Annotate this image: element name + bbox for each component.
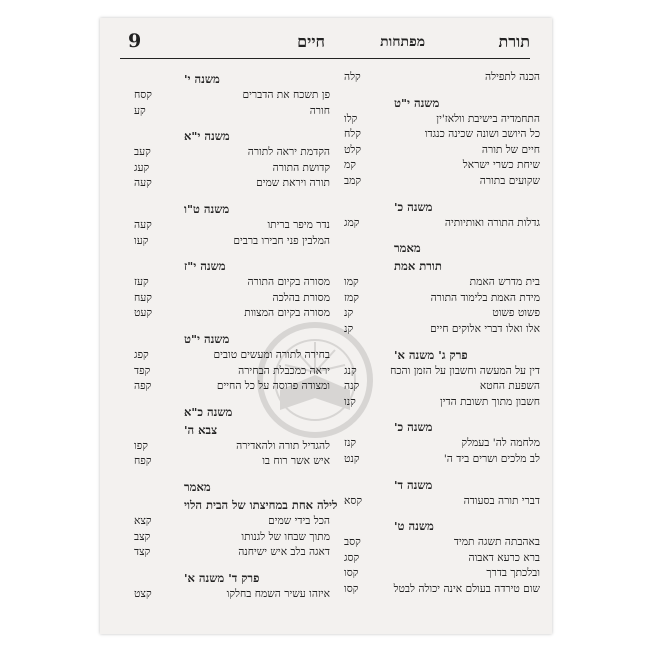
page-number: 9 <box>128 30 142 52</box>
section-heading-text: משנה י"ט <box>184 331 230 346</box>
section-heading <box>134 478 330 496</box>
entry-title: כל היושב ושונה שכינה כנגדו <box>424 128 540 141</box>
spacer <box>344 338 540 346</box>
section-heading-text: פרק ג' משנה א' <box>394 347 468 362</box>
spacer <box>134 249 330 257</box>
spacer <box>134 561 330 569</box>
entry-page-ref: קנו <box>344 395 356 408</box>
entry-title: ברא כרעא דאבוה <box>468 551 540 564</box>
entry-page-ref: קלט <box>344 143 362 156</box>
section-heading <box>344 257 540 275</box>
entry-title: הכל בידי שמים <box>268 514 330 527</box>
entry-title: הכנה לתפילה <box>485 71 540 83</box>
section-heading <box>344 198 540 216</box>
entry-page-ref: קעה <box>134 177 152 190</box>
section-heading-text: משנה ט"ו <box>184 201 230 216</box>
spacer <box>344 468 540 476</box>
index-entry <box>134 545 330 561</box>
section-heading <box>134 70 330 88</box>
index-entry <box>344 364 540 380</box>
index-entry <box>134 530 330 546</box>
entry-title: אלו ואלו דברי אלוקים חיים <box>430 322 540 335</box>
header-title-maftechot: מפתחות <box>380 34 425 50</box>
section-heading-text: משנה כ' <box>394 420 433 435</box>
index-entry <box>134 161 330 177</box>
section-heading <box>134 496 338 514</box>
entry-page-ref: קסו <box>344 567 359 580</box>
index-entry <box>134 291 330 307</box>
index-entry <box>344 275 540 291</box>
section-heading <box>134 330 330 348</box>
entry-title: באהבתה תשגה תמיד <box>453 536 540 549</box>
entry-page-ref: קמ <box>344 159 356 172</box>
spacer <box>344 190 540 198</box>
entry-title: השפעת החטא <box>479 380 540 393</box>
entry-page-ref: קעז <box>134 276 149 289</box>
index-entry <box>344 566 540 582</box>
index-entry <box>134 454 330 470</box>
index-entry <box>344 494 540 510</box>
entry-page-ref: קפו <box>134 439 148 452</box>
section-heading <box>344 517 540 535</box>
index-entry <box>344 174 540 190</box>
entry-page-ref: קנ <box>344 307 354 320</box>
index-entry <box>344 535 540 551</box>
section-heading-text: מאמר <box>394 241 421 256</box>
index-entry <box>344 158 540 174</box>
index-entry <box>344 322 540 338</box>
spacer <box>344 231 540 239</box>
book-page <box>100 18 552 634</box>
index-entry <box>344 395 540 411</box>
entry-page-ref: קמו <box>344 276 359 289</box>
entry-title: דין על המעשה וחשבון על הזמן והכח <box>390 364 540 377</box>
index-entry <box>134 145 330 161</box>
section-heading <box>344 418 540 436</box>
entry-page-ref: קלח <box>344 128 361 141</box>
entry-page-ref: קעו <box>134 234 149 247</box>
index-entry <box>344 291 540 307</box>
index-entry <box>344 452 540 468</box>
index-entry <box>134 587 330 603</box>
entry-title: לב מלכים ושרים ביד ה' <box>443 452 540 465</box>
entry-title: מסורה בקיום המצוות <box>244 307 330 320</box>
index-entry <box>134 364 330 380</box>
spacer <box>134 470 330 478</box>
section-heading <box>344 346 540 364</box>
entry-title: יראה כמכבלת הבחירה <box>238 364 330 377</box>
section-heading-text: משנה י"ז <box>184 259 226 274</box>
index-entry <box>344 436 540 452</box>
section-heading-text: משנה כ"א <box>184 404 233 419</box>
entry-title: ומצודה פרוסה על כל החיים <box>216 380 330 393</box>
entry-page-ref: קלו <box>344 112 358 125</box>
entry-page-ref: קצב <box>134 530 151 543</box>
entry-page-ref: קמז <box>344 291 359 304</box>
index-column-right <box>344 70 540 597</box>
entry-title: להגדיל תורה ולהאדירה <box>236 439 330 452</box>
section-heading-text: פרק ד' משנה א' <box>184 570 260 585</box>
entry-page-ref: קפג <box>134 348 149 361</box>
entry-page-ref: קסח <box>134 89 152 101</box>
entry-page-ref: קפד <box>134 364 151 377</box>
entry-page-ref: קנג <box>344 364 357 377</box>
entry-page-ref: קעה <box>134 218 152 231</box>
entry-title: שקועים בתורה <box>479 174 540 187</box>
entry-title: שיחת כשרי ישראל <box>462 159 540 172</box>
entry-title: ובלכתך בדרך <box>486 567 540 580</box>
entry-page-ref: קעח <box>134 291 152 304</box>
index-entry <box>134 379 330 395</box>
entry-page-ref: קסב <box>344 536 361 549</box>
index-entry <box>134 514 330 530</box>
index-entry <box>134 176 330 192</box>
entry-page-ref: קצא <box>134 514 152 527</box>
index-entry <box>134 439 330 455</box>
spacer <box>344 509 540 517</box>
entry-title: חיים של תורה <box>481 143 540 156</box>
index-entry <box>134 218 330 234</box>
index-entry <box>344 551 540 567</box>
entry-title: התחמדיה בישיבת וולאז'ין <box>436 112 540 125</box>
index-entry <box>134 104 330 120</box>
section-heading <box>344 476 540 494</box>
section-heading-text: משנה י"ט <box>394 95 440 110</box>
section-heading-text: משנה ד' <box>394 477 433 492</box>
section-heading <box>134 200 330 218</box>
section-heading <box>134 257 330 275</box>
index-entry <box>344 379 540 395</box>
spacer <box>134 395 330 403</box>
entry-page-ref: קמב <box>344 174 362 187</box>
entry-title: המלבין פני חבירו ברבים <box>233 234 330 247</box>
entry-title: מסורת בהלכה <box>272 291 330 304</box>
entry-page-ref: קנט <box>344 452 360 465</box>
entry-title: קדושת התורה <box>272 161 330 174</box>
entry-title: מידת האמת בלימוד התורה <box>430 291 540 304</box>
entry-title: תורה ויראת שמים <box>256 177 330 190</box>
spacer <box>134 119 330 127</box>
entry-page-ref: קנז <box>344 437 357 450</box>
section-heading <box>134 403 330 421</box>
entry-page-ref: קצט <box>134 587 152 600</box>
section-heading <box>134 569 330 587</box>
header-title-torah: תורת <box>498 32 530 51</box>
entry-title: מתוך שבחו של לגנותו <box>241 530 330 543</box>
entry-page-ref: קסו <box>344 582 359 595</box>
section-heading <box>134 127 330 145</box>
entry-page-ref: קעג <box>134 161 150 174</box>
entry-title: פשוט פשוט <box>492 307 540 320</box>
index-entry <box>344 582 540 598</box>
spacer <box>344 86 540 94</box>
section-heading <box>344 239 540 257</box>
index-entry <box>344 216 540 232</box>
index-entry <box>344 112 540 128</box>
header-title-chaim: חיים <box>297 32 325 51</box>
entry-page-ref: קפח <box>134 455 152 468</box>
section-heading-text: לילה אחת במחיצתו של הבית הלוי <box>184 497 338 512</box>
entry-title: נדר מיפר בריתו <box>267 218 330 231</box>
entry-page-ref: קסא <box>344 494 363 507</box>
index-entry <box>344 70 540 86</box>
entry-page-ref: קפה <box>134 380 152 393</box>
entry-title: מסורה בקיום התורה <box>247 276 330 289</box>
entry-page-ref: קמג <box>344 216 360 229</box>
spacer <box>344 410 540 418</box>
index-entry <box>344 306 540 322</box>
entry-title: גדלות התורה ואותיותיה <box>444 216 540 229</box>
entry-page-ref: קנ <box>344 322 354 335</box>
index-entry <box>344 127 540 143</box>
index-entry <box>134 88 330 104</box>
page-header <box>120 28 530 59</box>
entry-title: דאגה בלב איש ישיחנה <box>238 546 330 559</box>
index-entry <box>344 143 540 159</box>
entry-page-ref: קע <box>134 104 146 117</box>
entry-title: הקדמת יראה לתורה <box>247 146 330 159</box>
entry-page-ref: קעט <box>134 307 153 320</box>
entry-page-ref: קעב <box>134 146 151 159</box>
section-heading <box>344 94 540 112</box>
entry-page-ref: קנה <box>344 380 360 393</box>
entry-title: איזהו עשיר השמח בחלקו <box>226 587 330 600</box>
section-heading-text: משנה כ' <box>394 199 433 214</box>
spacer <box>134 322 330 330</box>
entry-title: שום טירדה בעולם אינה יכולה לבטל <box>393 582 540 595</box>
index-column-left <box>134 70 338 602</box>
entry-title: חורה <box>309 104 330 117</box>
section-heading-text: צבא ה' <box>184 422 218 437</box>
entry-title: דברי תורה בסעודה <box>463 494 540 507</box>
entry-page-ref: קצד <box>134 546 151 559</box>
entry-title: בית מדרש האמת <box>469 276 540 289</box>
index-entry <box>134 275 330 291</box>
section-heading-text: מאמר <box>184 479 211 494</box>
section-heading-text: משנה ט' <box>394 519 434 534</box>
index-entry <box>134 348 330 364</box>
entry-title: פן תשכח את הדברים <box>242 89 330 101</box>
entry-title: חשבון מתוך תשובת הדין <box>440 395 540 408</box>
entry-page-ref: קלה <box>344 71 361 83</box>
index-entry <box>134 306 330 322</box>
entry-title: מלחמה לה' בעמלק <box>461 437 540 450</box>
section-heading-text: משנה י' <box>184 72 220 86</box>
index-entry <box>134 234 330 250</box>
entry-title: בחירה לתורה ומעשים טובים <box>213 348 330 361</box>
section-heading-text: משנה י"א <box>184 129 230 144</box>
section-heading <box>134 421 330 439</box>
entry-title: איש אשר רוח בו <box>262 455 330 468</box>
spacer <box>134 192 330 200</box>
section-heading-text: תורת אמת <box>394 259 442 274</box>
entry-page-ref: קסג <box>344 551 360 564</box>
